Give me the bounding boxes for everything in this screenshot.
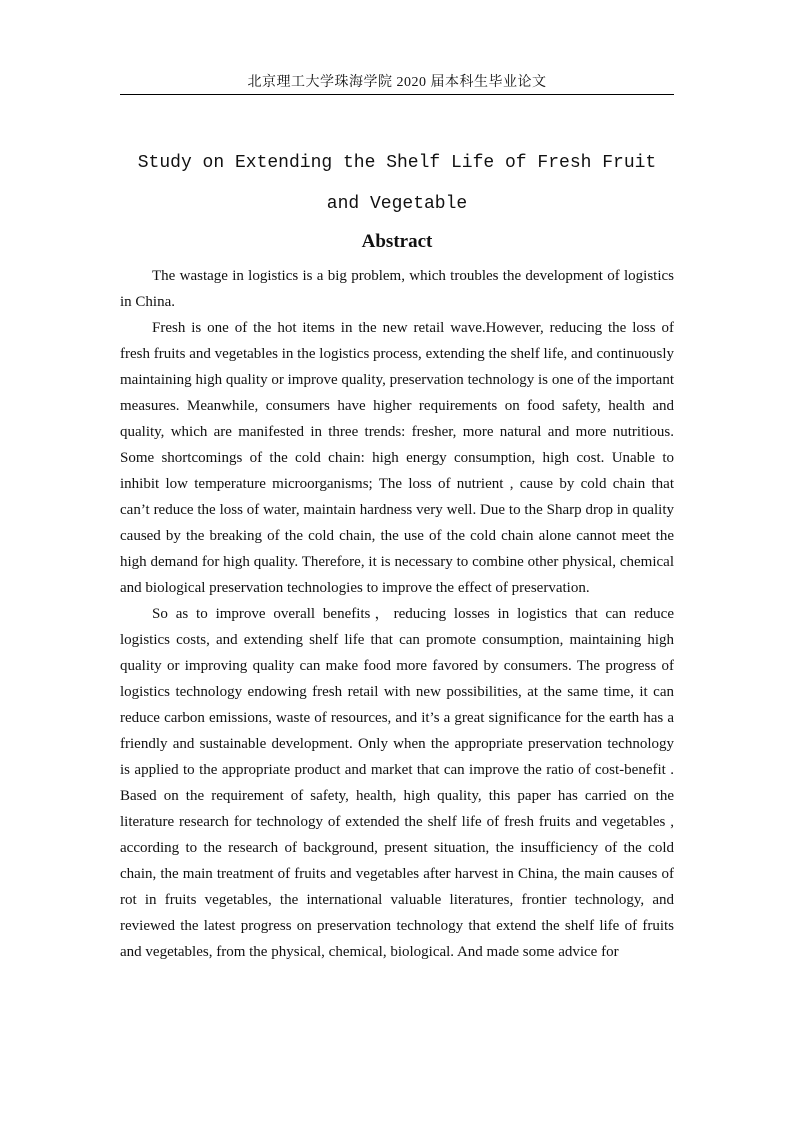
abstract-heading: Abstract [361, 231, 433, 252]
abstract-paragraph-1: The wastage in logistics is a big problem, which troubles the development of logistics in China. [120, 268, 674, 310]
abstract-paragraph-2: Fresh is one of the hot items in the new retail wave.However, reducing the loss of fresh fruits and vegetables in the logistics process, extending the shelf life, and continuously maintaining high quality or improve quality, preservation technology is one of the important measures. Meanwhile, consumers have higher requirements on food safety, health and quality, which are manifested in three trends: fresher, more natural and more nutritious. Some shortcomings of the cold chain: high energy consumption, high cost. Unable to inhibit low temperature microorganisms; The loss of nutrient , cause by cold chain that can’t reduce the loss of water, maintain hardness very well. Due to the Sharp drop in quality caused by the breaking of the cold chain, the use of the cold chain alone cannot meet the high demand for high quality. Therefore, it is necessary to combine other physical, chemical and biological preservation technologies to improve the effect of preservation. [120, 320, 674, 596]
paper-title: Study on Extending the Shelf Life of Fresh Fruit and Vegetable [137, 153, 657, 214]
abstract-body [120, 263, 674, 965]
abstract-paragraph-3: So as to improve overall benefits，reducing losses in logistics that can reduce logistics costs, and extending shelf life that can promote consumption, maintaining high quality or improving quality can make food more favored by consumers. The progress of logistics technology endowing fresh retail with new possibilities, at the same time, it can reduce carbon emissions, waste of resources, and it’s a great significance for the earth has a friendly and sustainable development. Only when the appropriate preservation technology is applied to the appropriate product and market that can improve the ratio of cost-benefit . Based on the requirement of safety, health, high quality, this paper has carried on the literature research for technology of extended the shelf life of fresh fruits and vegetables , according to the research of background, present situation, the insufficiency of the cold chain, the main treatment of fruits and vegetables after harvest in China, the main causes of rot in fruits vegetables, the international valuable literatures, frontier technology, and reviewed the latest progress on preservation technology that extend the shelf life of fruits and vegetables, from the physical, chemical, biological. And made some advice for [120, 606, 674, 960]
page-header: 北京理工大学珠海学院 2020 届本科生毕业论文 [120, 74, 674, 95]
